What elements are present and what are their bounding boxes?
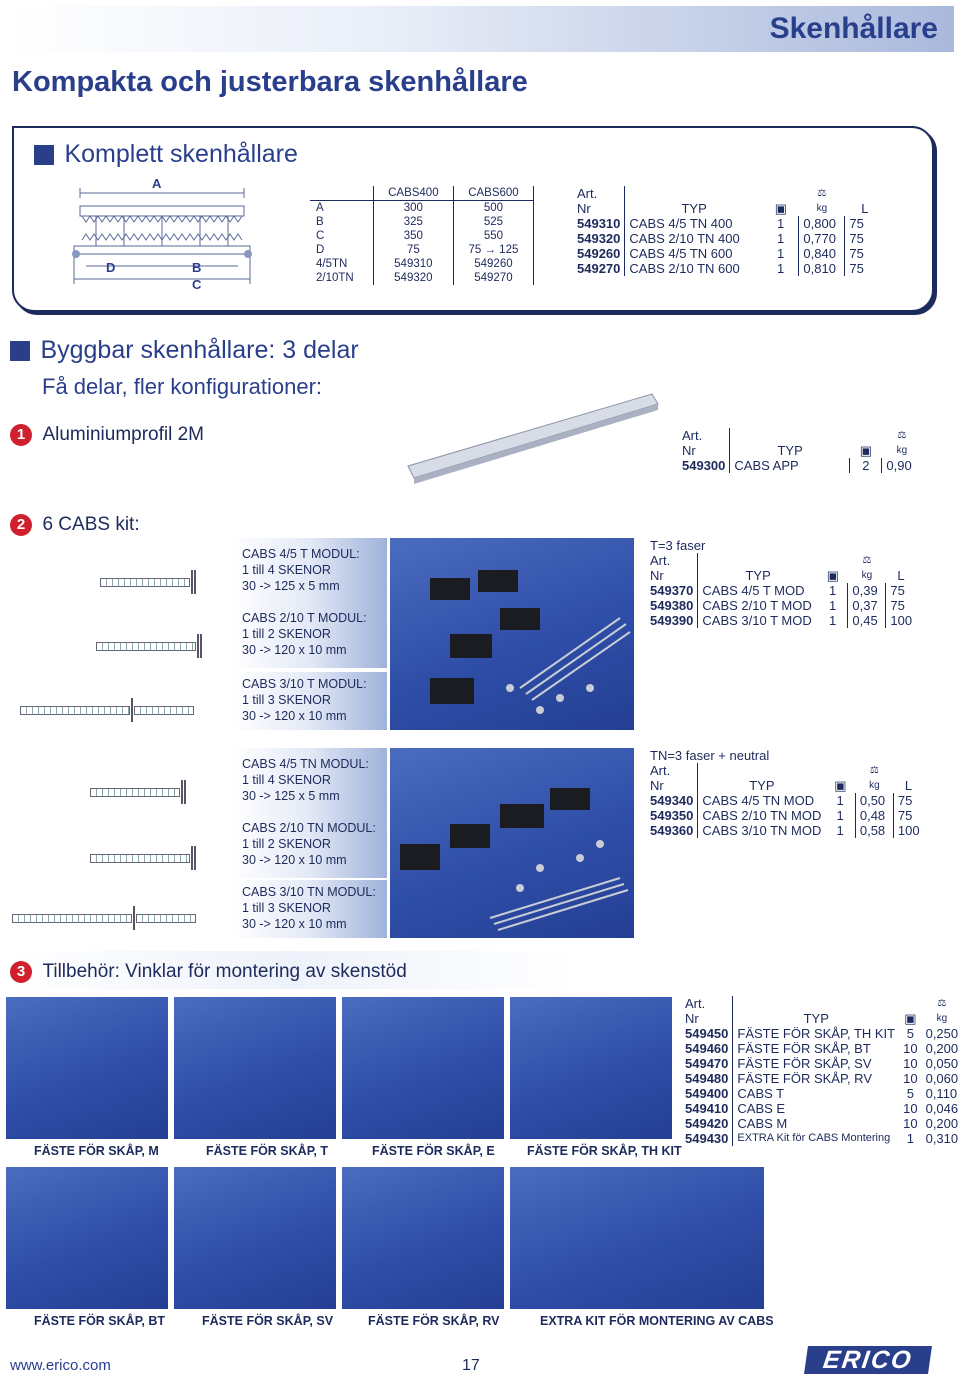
module-rails: 1 till 2 SKENOR [242, 627, 331, 641]
type-cell: CABS 3/10 T MOD [698, 613, 818, 628]
accessory-caption: FÄSTE FÖR SKÅP, RV [368, 1314, 500, 1328]
accessory-caption: FÄSTE FÖR SKÅP, E [372, 1144, 495, 1158]
module-size: 30 -> 120 x 10 mm [242, 917, 347, 931]
table-row [646, 598, 916, 613]
kg-cell: 0,110 [925, 1086, 958, 1101]
module-rails: 1 till 4 SKENOR [242, 773, 331, 787]
module-drawing [12, 906, 196, 930]
l-cell: 100 [886, 613, 916, 628]
section-title: Komplett skenhållare [64, 140, 298, 168]
tn-product-table [646, 748, 924, 838]
dim-label-d: D [106, 260, 116, 275]
qty-cell: 1 [829, 613, 837, 628]
kg-cell: 0,050 [925, 1056, 959, 1071]
kg-cell: 0,810 [799, 261, 845, 276]
section-square-icon [34, 145, 54, 165]
table-header-row [681, 996, 960, 1026]
accessory-caption: EXTRA KIT FÖR MONTERING AV CABS [540, 1314, 774, 1328]
table-header-cell [310, 186, 373, 201]
nr-label: Nr [577, 201, 591, 216]
article-number: 549470 [685, 1056, 729, 1071]
module-spec [242, 676, 367, 724]
table-cell: 75 [373, 243, 453, 257]
table-cell: 300 [373, 201, 453, 216]
qty-cell: 5 [906, 1086, 914, 1101]
type-cell: CABS 4/5 TN 400 [625, 216, 763, 231]
step-label: Tillbehör: Vinklar för montering av skenstöd [42, 961, 407, 982]
website-link[interactable]: www.erico.com [10, 1357, 111, 1374]
qty-cell: 1 [777, 246, 785, 261]
qty-cell: 1 [836, 793, 844, 808]
section-square-icon [10, 341, 30, 361]
article-number: 549260 [577, 246, 621, 261]
box-icon: ▣ [774, 201, 788, 216]
table-row [678, 458, 922, 473]
typ-header: TYP [698, 763, 825, 793]
kg-cell: 0,45 [848, 613, 886, 628]
kg-cell: 0,58 [855, 823, 893, 838]
accessory-photo [174, 997, 336, 1139]
type-cell: FÄSTE FÖR SKÅP, SV [733, 1056, 899, 1071]
module-rails: 1 till 2 SKENOR [242, 837, 331, 851]
nr-label: Nr [650, 778, 664, 793]
article-number: 549450 [685, 1026, 729, 1041]
step-label: Aluminiumprofil 2M [42, 424, 204, 445]
qty-cell: 1 [777, 261, 785, 276]
accessory-product-table [681, 996, 960, 1146]
qty-cell: 2 [850, 458, 882, 473]
accessory-photo [342, 1167, 504, 1309]
accessory-photo [174, 1167, 336, 1309]
qty-cell: 1 [836, 808, 844, 823]
caption-row [646, 538, 916, 553]
type-cell: EXTRA Kit för CABS Montering [733, 1131, 899, 1146]
build-heading [10, 336, 359, 365]
l-header: L [904, 778, 913, 793]
art-nr-header [646, 763, 698, 793]
qty-cell: 1 [777, 216, 785, 231]
table-row [646, 808, 924, 823]
module-name: CABS 2/10 T MODUL: [242, 611, 367, 625]
module-name: CABS 4/5 T MODUL: [242, 547, 360, 561]
article-number: 549390 [650, 613, 694, 628]
step3-heading [10, 961, 407, 983]
qty-cell: 10 [903, 1056, 918, 1071]
module-spec [242, 610, 367, 658]
table-cell: A [310, 201, 373, 216]
module-name: CABS 3/10 TN MODUL: [242, 885, 376, 899]
table-caption: TN=3 faser + neutral [650, 748, 770, 763]
qty-cell: 10 [903, 1101, 918, 1116]
table-row [681, 1086, 960, 1101]
step-number-badge: 1 [10, 424, 32, 446]
box-icon: ▣ [859, 443, 873, 458]
page-title: Kompakta och justerbara skenhållare [12, 66, 528, 98]
accessory-caption: FÄSTE FÖR SKÅP, T [206, 1144, 329, 1158]
l-cell: 75 [845, 246, 885, 261]
table-row [646, 823, 924, 838]
kit-parts-image [390, 748, 634, 938]
table-cell: 550 [453, 229, 533, 243]
module-name: CABS 2/10 TN MODUL: [242, 821, 376, 835]
art-label: Art. [577, 186, 598, 201]
art-label: Art. [650, 553, 671, 568]
type-cell: CABS 2/10 TN MOD [698, 808, 825, 823]
module-spec [242, 820, 376, 868]
weight-icon: ⚖ kg [896, 430, 908, 456]
type-cell: CABS 4/5 TN 600 [625, 246, 763, 261]
kg-cell: 0,250 [925, 1026, 959, 1041]
table-row [681, 1041, 960, 1056]
table-header-row [646, 763, 924, 793]
page-number: 17 [462, 1357, 480, 1374]
table-row [681, 1116, 960, 1131]
step1-heading [10, 424, 204, 446]
l-cell: 75 [845, 216, 885, 231]
module-size: 30 -> 125 x 5 mm [242, 789, 340, 803]
holder-dimension-drawing [66, 176, 266, 296]
dim-label-b: B [192, 260, 202, 275]
art-label: Art. [685, 996, 706, 1011]
l-cell: 75 [886, 583, 916, 598]
accessory-photo [6, 1167, 168, 1309]
kg-cell: 0,770 [799, 231, 845, 246]
art-nr-header [681, 996, 733, 1026]
kg-cell: 0,39 [848, 583, 886, 598]
box-icon: ▣ [834, 778, 847, 793]
article-number: 549370 [650, 583, 694, 598]
module-spec [242, 756, 369, 804]
art-label: Art. [682, 428, 703, 443]
table-header-row [573, 186, 885, 216]
table-row [646, 613, 916, 628]
qty-cell: 1 [829, 598, 837, 613]
section-title: Byggbar skenhållare: 3 delar [40, 336, 359, 364]
aluminium-profile-image [404, 384, 660, 484]
module-name: CABS 4/5 TN MODUL: [242, 757, 369, 771]
article-number: 549410 [685, 1101, 729, 1116]
qty-cell: 10 [903, 1116, 918, 1131]
table-row [573, 216, 885, 231]
module-drawing [96, 634, 202, 658]
step2-heading [10, 514, 140, 536]
qty-cell: 1 [777, 231, 785, 246]
kg-label: kg [896, 445, 908, 456]
kg-cell: 0,48 [855, 808, 893, 823]
caption-row [646, 748, 924, 763]
banner-title: Skenhållare [769, 12, 938, 45]
table-header-cell: CABS600 [453, 186, 533, 201]
typ-header: TYP [625, 186, 763, 216]
accessory-photo [6, 997, 168, 1139]
kg-cell: 0,046 [925, 1101, 959, 1116]
weight-icon: ⚖ kg [861, 555, 873, 581]
typ-header: TYP [733, 996, 899, 1026]
kg-cell: 0,060 [925, 1071, 959, 1086]
accessory-photo [510, 997, 672, 1139]
table-cell: 549270 [453, 271, 533, 285]
box-icon: ▣ [904, 1011, 917, 1026]
table-row [310, 271, 534, 285]
kg-cell: 0,800 [799, 216, 845, 231]
table-header-row [310, 186, 534, 201]
module-drawing [90, 780, 186, 804]
accessory-caption: FÄSTE FÖR SKÅP, BT [34, 1314, 166, 1328]
l-header: L [861, 201, 869, 216]
kg-cell: 0,310 [925, 1131, 959, 1146]
complete-holder-heading [34, 140, 298, 169]
module-size: 30 -> 120 x 10 mm [242, 853, 347, 867]
article-number: 549420 [685, 1116, 729, 1131]
kg-cell: 0,90 [882, 458, 922, 473]
art-nr-header [678, 428, 730, 458]
table-row [310, 229, 534, 243]
article-number: 549340 [650, 793, 694, 808]
module-name: CABS 3/10 T MODUL: [242, 677, 367, 691]
kg-cell: 0,200 [925, 1116, 959, 1131]
type-cell: CABS APP [730, 458, 850, 473]
article-number: 549320 [577, 231, 621, 246]
module-rails: 1 till 4 SKENOR [242, 563, 331, 577]
qty-cell: 1 [829, 583, 837, 598]
kit-parts-image [390, 538, 634, 730]
qty-cell: 10 [903, 1071, 918, 1086]
module-spec [242, 546, 360, 594]
kg-label: kg [861, 570, 873, 581]
article-number: 549360 [650, 823, 694, 838]
table-header-row [646, 553, 916, 583]
l-cell: 75 [845, 261, 885, 276]
nr-label: Nr [685, 1011, 699, 1026]
table-caption: T=3 faser [650, 538, 706, 553]
module-size: 30 -> 120 x 10 mm [242, 643, 347, 657]
kg-label: kg [869, 780, 880, 791]
typ-header: TYP [730, 428, 850, 458]
kg-label: kg [936, 1013, 948, 1024]
kg-cell: 0,840 [799, 246, 845, 261]
table-cell: 549310 [373, 257, 453, 271]
type-cell: CABS 2/10 TN 600 [625, 261, 763, 276]
qty-cell: 10 [903, 1041, 918, 1056]
table-row [646, 583, 916, 598]
box-icon: ▣ [826, 568, 840, 583]
accessory-caption: FÄSTE FÖR SKÅP, TH KIT [527, 1144, 682, 1158]
kg-cell: 0,50 [855, 793, 893, 808]
article-number: 549270 [577, 261, 621, 276]
table-cell: 549260 [453, 257, 533, 271]
table-cell: 350 [373, 229, 453, 243]
accessory-caption: FÄSTE FÖR SKÅP, M [34, 1144, 159, 1158]
t-kit-photo [390, 538, 634, 730]
table-row [646, 793, 924, 808]
dimensions-table [310, 186, 534, 285]
type-cell: CABS 2/10 T MOD [698, 598, 818, 613]
table-row [310, 215, 534, 229]
article-number: 549310 [577, 216, 621, 231]
table-row [573, 261, 885, 276]
table-cell: 525 [453, 215, 533, 229]
module-rails: 1 till 3 SKENOR [242, 693, 331, 707]
table-row [681, 1056, 960, 1071]
section-subtitle: Få delar, fler konfigurationer: [42, 374, 323, 399]
typ-header: TYP [698, 553, 818, 583]
type-cell: FÄSTE FÖR SKÅP, TH KIT [733, 1026, 899, 1041]
l-cell: 75 [893, 808, 923, 823]
table-cell: 75 → 125 [453, 243, 533, 257]
l-cell: 100 [893, 823, 923, 838]
kg-cell: 0,200 [925, 1041, 959, 1056]
art-nr-header [646, 553, 698, 583]
module-drawing [90, 846, 196, 870]
table-cell: 4/5TN [310, 257, 373, 271]
erico-logo: ERICO [804, 1346, 932, 1374]
table-header-cell: CABS400 [373, 186, 453, 201]
qty-cell: 1 [836, 823, 844, 838]
profile-product-table [678, 428, 922, 473]
type-cell: CABS 2/10 TN 400 [625, 231, 763, 246]
qty-cell: 5 [906, 1026, 914, 1041]
module-rails: 1 till 3 SKENOR [242, 901, 331, 915]
l-cell: 75 [845, 231, 885, 246]
table-cell: 500 [453, 201, 533, 216]
type-cell: FÄSTE FÖR SKÅP, BT [733, 1041, 899, 1056]
module-drawing [100, 570, 196, 594]
nr-label: Nr [650, 568, 664, 583]
qty-cell: 1 [906, 1131, 914, 1146]
table-row [573, 231, 885, 246]
accessory-caption: FÄSTE FÖR SKÅP, SV [202, 1314, 334, 1328]
table-row [681, 1131, 960, 1146]
type-cell: CABS 3/10 TN MOD [698, 823, 825, 838]
dim-label-a: A [152, 176, 162, 191]
table-cell: C [310, 229, 373, 243]
art-label: Art. [650, 763, 671, 778]
weight-icon: ⚖ kg [816, 188, 828, 214]
accessory-photo [342, 997, 504, 1139]
art-nr-header [573, 186, 625, 216]
t-product-table [646, 538, 916, 628]
module-size: 30 -> 125 x 5 mm [242, 579, 340, 593]
table-cell: 325 [373, 215, 453, 229]
table-header-row [678, 428, 922, 458]
article-number: 549300 [682, 458, 726, 473]
weight-icon: ⚖ kg [869, 765, 880, 791]
type-cell: CABS 4/5 TN MOD [698, 793, 825, 808]
kg-cell: 0,37 [848, 598, 886, 613]
article-number: 549400 [685, 1086, 729, 1101]
article-number: 549460 [685, 1041, 729, 1056]
table-cell: D [310, 243, 373, 257]
l-cell: 75 [886, 598, 916, 613]
table-cell: B [310, 215, 373, 229]
nr-label: Nr [682, 443, 696, 458]
module-spec [242, 884, 376, 932]
type-cell: CABS 4/5 T MOD [698, 583, 818, 598]
article-number: 549350 [650, 808, 694, 823]
table-cell: 2/10TN [310, 271, 373, 285]
step-number-badge: 3 [10, 961, 32, 983]
step-number-badge: 2 [10, 514, 32, 536]
l-header: L [897, 568, 905, 583]
type-cell: CABS T [733, 1086, 899, 1101]
table-row [573, 246, 885, 261]
table-row [310, 243, 534, 257]
type-cell: CABS E [733, 1101, 899, 1116]
dim-label-c: C [192, 277, 202, 292]
module-drawing [20, 698, 194, 722]
table-row [310, 201, 534, 216]
table-row [310, 257, 534, 271]
table-row [681, 1071, 960, 1086]
article-number: 549380 [650, 598, 694, 613]
tn-kit-photo [390, 748, 634, 938]
weight-icon: ⚖ kg [936, 998, 948, 1024]
l-cell: 75 [893, 793, 923, 808]
step-label: 6 CABS kit: [42, 514, 140, 535]
table-cell: 549320 [373, 271, 453, 285]
article-number: 549430 [685, 1131, 729, 1146]
module-size: 30 -> 120 x 10 mm [242, 709, 347, 723]
type-cell: FÄSTE FÖR SKÅP, RV [733, 1071, 899, 1086]
table-row [681, 1026, 960, 1041]
type-cell: CABS M [733, 1116, 899, 1131]
kg-label: kg [816, 203, 828, 214]
article-number: 549480 [685, 1071, 729, 1086]
complete-product-table [573, 186, 885, 276]
table-row [681, 1101, 960, 1116]
accessory-photo [510, 1167, 764, 1309]
